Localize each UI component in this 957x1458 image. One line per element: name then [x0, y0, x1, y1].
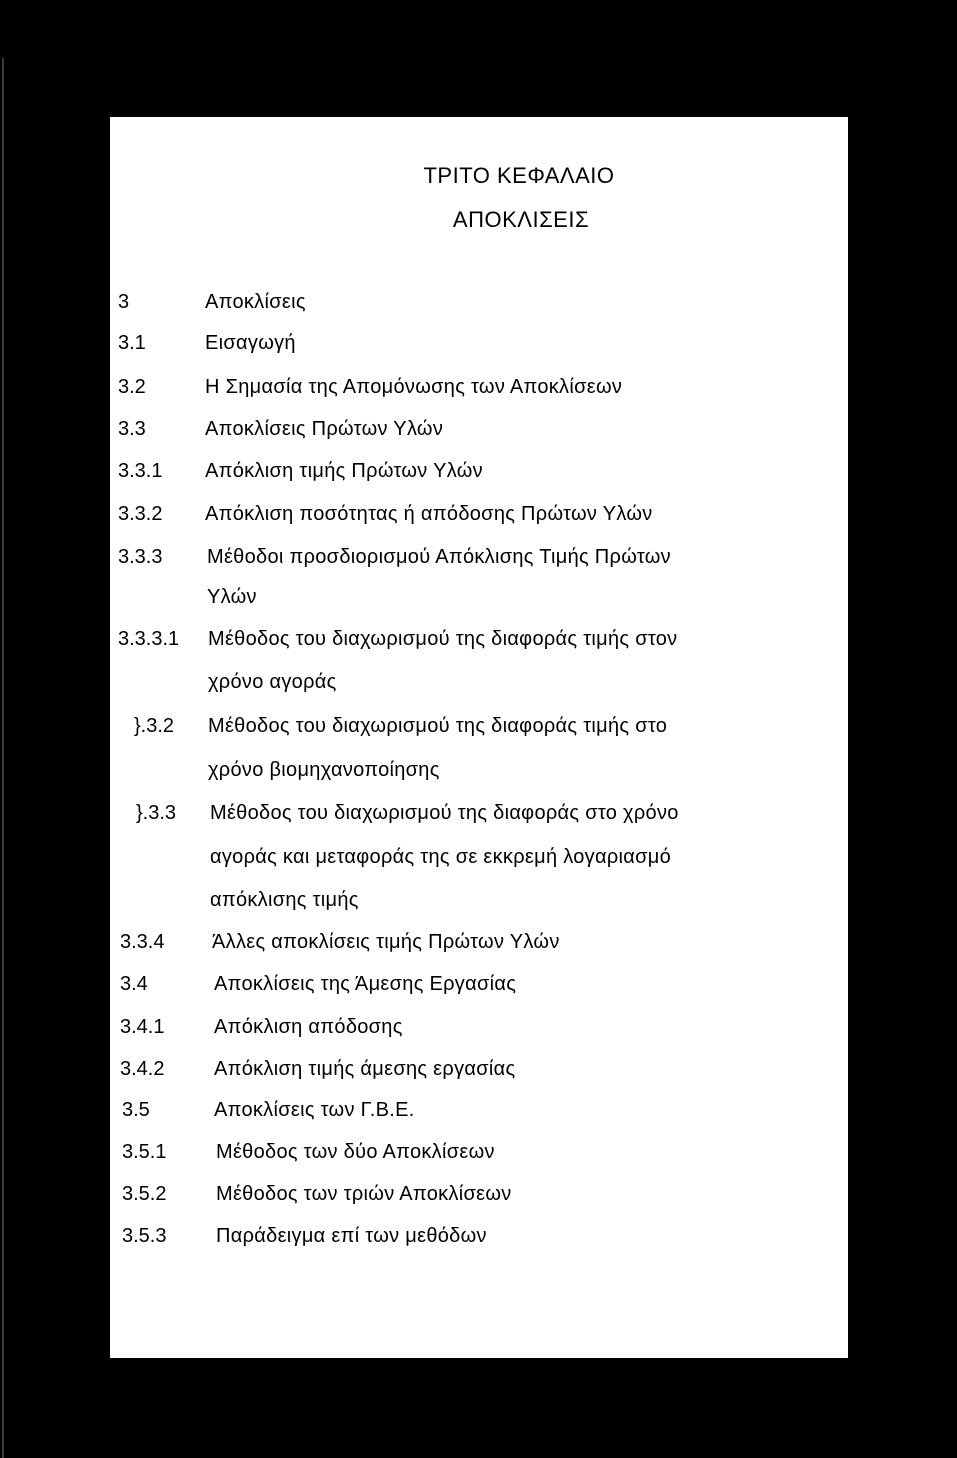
toc-entry [110, 973, 848, 1003]
toc-number: 3.4.2 [120, 1058, 165, 1080]
toc-text: Η Σημασία της Απομόνωσης των Αποκλίσεων [205, 376, 623, 398]
toc-text: Απόκλιση τιμής άμεσης εργασίας [214, 1058, 516, 1080]
toc-text: Αποκλίσεις των Γ.Β.Ε. [214, 1099, 415, 1121]
toc-text: Μέθοδος των τριών Αποκλίσεων [216, 1183, 512, 1205]
toc-number: 3.3.3 [118, 546, 163, 568]
toc-number: 3.4.1 [120, 1016, 165, 1038]
toc-entry [110, 503, 848, 533]
toc-text: Άλλες αποκλίσεις τιμής Πρώτων Υλών [212, 931, 560, 953]
toc-text: Μέθοδος του διαχωρισμού της διαφοράς στο χρόνο [210, 802, 679, 824]
toc-number: 3.2 [118, 376, 146, 398]
toc-text-continuation: χρόνο βιομηχανοποίησης [208, 759, 440, 781]
toc-text: Απόκλιση τιμής Πρώτων Υλών [205, 460, 483, 482]
toc-text: Απόκλιση απόδοσης [214, 1016, 403, 1038]
toc-number: 3.5.1 [122, 1141, 167, 1163]
toc-number: 3 [118, 291, 130, 313]
toc-entry [110, 291, 848, 321]
toc-text: Μέθοδος του διαχωρισμού της διαφοράς τιμής στο [208, 715, 668, 737]
toc-number: 3.3.1 [118, 460, 163, 482]
toc-number: 3.5.2 [122, 1183, 167, 1205]
toc-number: 3.5 [122, 1099, 150, 1121]
toc-number: 3.1 [118, 332, 146, 354]
toc-number: 3.3 [118, 418, 146, 440]
toc-number: 3.3.2 [118, 503, 163, 525]
toc-number: 3.3.3.1 [118, 628, 180, 650]
toc-entry [110, 931, 848, 961]
toc-entry [110, 460, 848, 490]
toc-entry [110, 1141, 848, 1171]
toc-entry [110, 376, 848, 406]
toc-number: 3.5.3 [122, 1225, 167, 1247]
toc-number: }.3.2 [134, 715, 175, 737]
toc-text-continuation: αγοράς και μεταφοράς της σε εκκρεμή λογαριασμό [210, 846, 671, 868]
toc-text: Παράδειγμα επί των μεθόδων [216, 1225, 487, 1247]
document-page [110, 117, 848, 1358]
toc-entry [110, 1058, 848, 1088]
toc-text: Μέθοδος των δύο Αποκλίσεων [216, 1141, 495, 1163]
toc-text: Αποκλίσεις [205, 291, 306, 313]
toc-entry [110, 715, 848, 745]
chapter-title: ΑΠΟΚΛΙΣΕΙΣ [452, 207, 590, 232]
toc-entry [110, 546, 848, 576]
chapter-heading: ΤΡΙΤΟ ΚΕΦΑΛΑΙΟ [423, 163, 615, 188]
toc-number: 3.3.4 [120, 931, 165, 953]
toc-entry [110, 1183, 848, 1213]
toc-text-continuation: χρόνο αγοράς [208, 671, 337, 693]
toc-text: Μέθοδος του διαχωρισμού της διαφοράς τιμής στον [208, 628, 678, 650]
toc-number: }.3.3 [136, 802, 177, 824]
toc-text: Μέθοδοι προσδιορισμού Απόκλισης Τιμής Πρώτων [207, 546, 671, 568]
toc-text: Αποκλίσεις Πρώτων Υλών [205, 418, 444, 440]
toc-entry [110, 1099, 848, 1129]
toc-number: 3.4 [120, 973, 148, 995]
scan-edge-line [2, 58, 4, 1458]
toc-text-continuation: Υλών [207, 586, 257, 608]
toc-entry [110, 1225, 848, 1255]
toc-entry [110, 418, 848, 448]
toc-text: Απόκλιση ποσότητας ή απόδοσης Πρώτων Υλών [205, 503, 653, 525]
toc-entry [110, 628, 848, 658]
toc-entry [110, 1016, 848, 1046]
toc-text: Εισαγωγή [205, 332, 296, 354]
toc-text: Αποκλίσεις της Άμεσης Εργασίας [214, 973, 517, 995]
toc-text-continuation: απόκλισης τιμής [210, 889, 359, 911]
toc-entry [110, 332, 848, 362]
toc-entry [110, 802, 848, 832]
